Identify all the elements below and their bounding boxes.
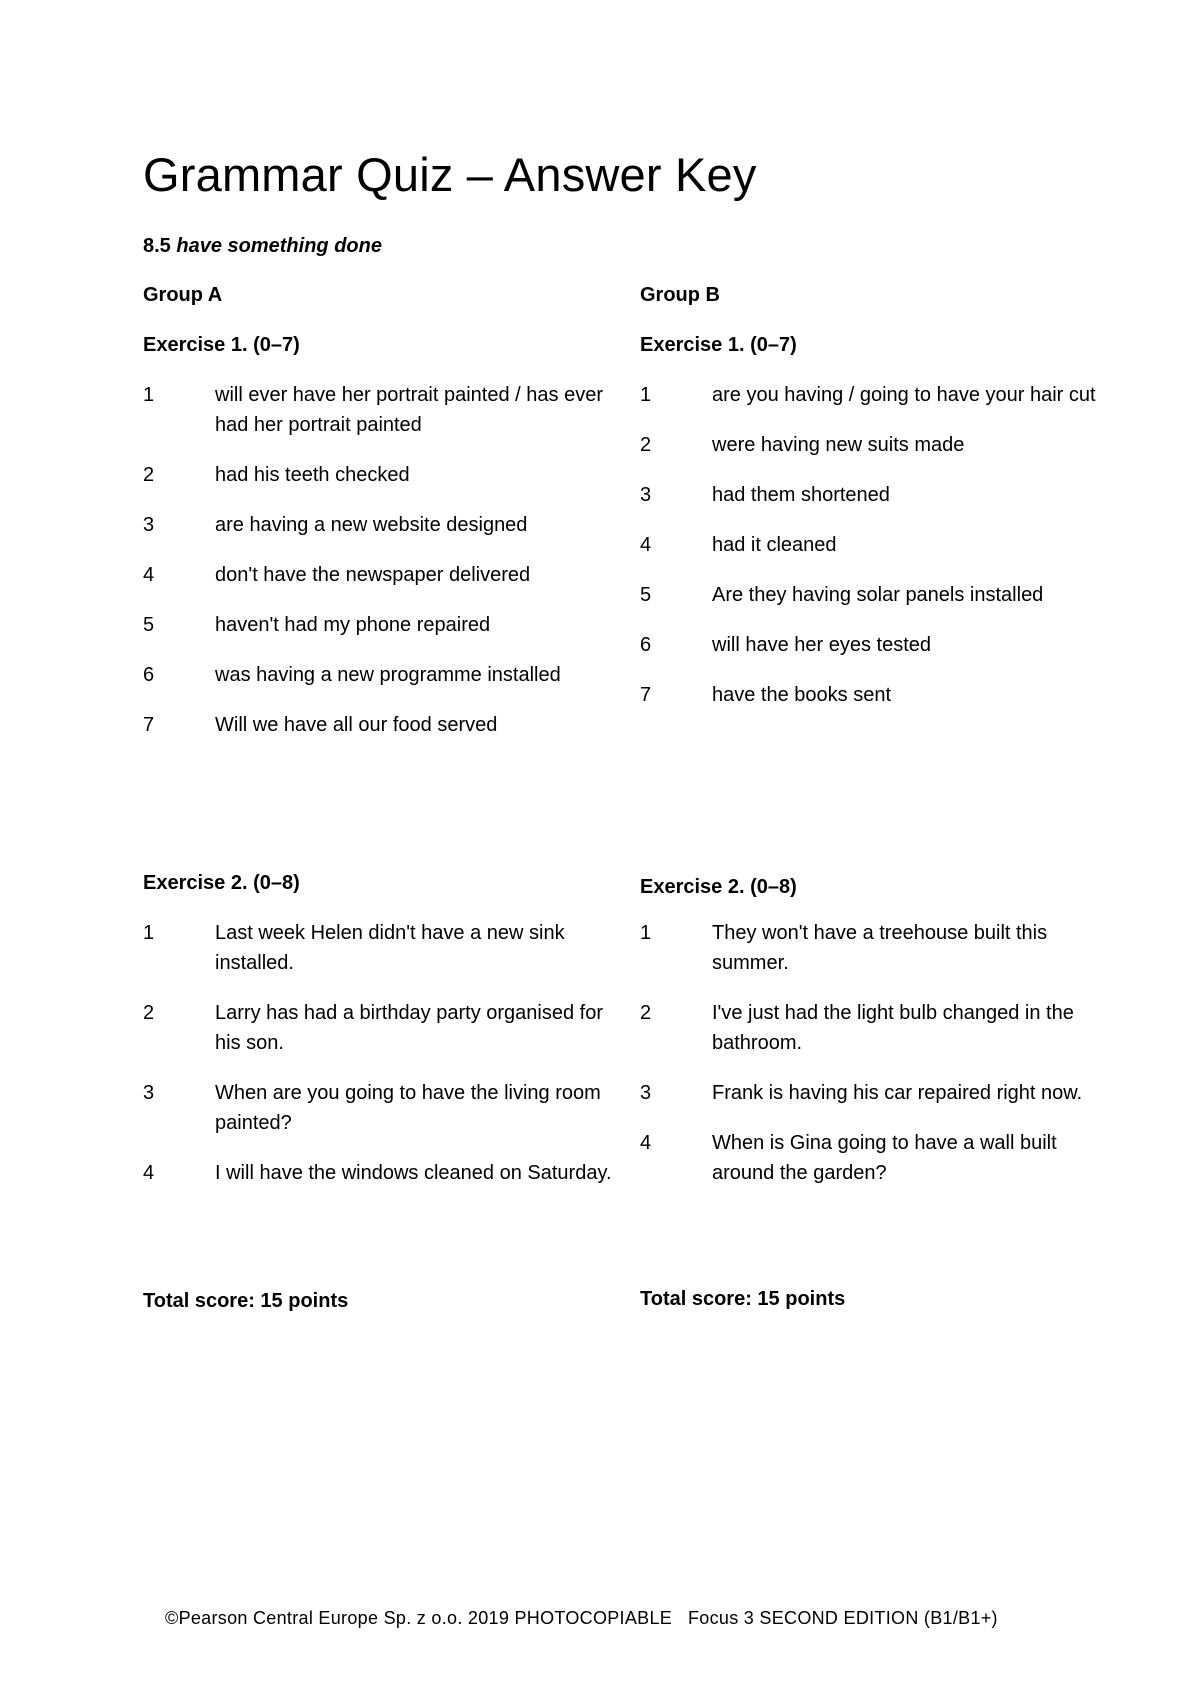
group-a-exercise1-heading: Exercise 1. (0–7) bbox=[143, 334, 300, 356]
item-number: 5 bbox=[640, 584, 652, 606]
item-answer: Larry has had a birthday party organised for his son. bbox=[215, 1002, 603, 1054]
item-answer: Frank is having his car repaired right now. bbox=[712, 1082, 1083, 1104]
group-b-ex1-item-2 bbox=[640, 430, 1110, 460]
group-b-heading: Group B bbox=[640, 284, 720, 306]
item-number: 6 bbox=[143, 664, 155, 686]
section-topic: have something done bbox=[176, 235, 382, 257]
page-title: Grammar Quiz – Answer Key bbox=[143, 148, 757, 201]
group-a-total-score: Total score: 15 points bbox=[143, 1290, 349, 1312]
group-b-ex1-item-6 bbox=[640, 630, 1110, 660]
item-answer: Will we have all our food served bbox=[215, 714, 498, 736]
group-a-ex1-item-3 bbox=[143, 510, 613, 540]
group-a-ex2-item-4 bbox=[143, 1158, 613, 1188]
item-number: 2 bbox=[143, 1002, 155, 1024]
group-b-total-score: Total score: 15 points bbox=[640, 1288, 846, 1310]
group-a-ex1-item-1 bbox=[143, 380, 613, 440]
item-number: 5 bbox=[143, 614, 155, 636]
group-a-ex1-item-6 bbox=[143, 660, 613, 690]
group-b-exercise2-heading: Exercise 2. (0–8) bbox=[640, 876, 797, 898]
item-answer: are having a new website designed bbox=[215, 514, 528, 536]
group-a-ex2-item-3 bbox=[143, 1078, 613, 1138]
item-number: 4 bbox=[640, 534, 652, 556]
item-answer: I will have the windows cleaned on Saturday. bbox=[215, 1162, 612, 1184]
item-number: 3 bbox=[640, 1082, 652, 1104]
item-number: 2 bbox=[640, 434, 652, 456]
group-b-exercise2-list bbox=[640, 918, 1110, 1208]
item-answer: are you having / going to have your hair cut bbox=[712, 384, 1096, 406]
group-a-ex1-item-7 bbox=[143, 710, 613, 740]
item-answer: Are they having solar panels installed bbox=[712, 584, 1044, 606]
group-a-heading: Group A bbox=[143, 284, 223, 306]
group-a-ex1-item-4 bbox=[143, 560, 613, 590]
group-b-column bbox=[640, 0, 1110, 1696]
group-b-ex1-item-1 bbox=[640, 380, 1110, 410]
item-answer: haven't had my phone repaired bbox=[215, 614, 491, 636]
item-answer: was having a new programme installed bbox=[215, 664, 561, 686]
group-b-ex1-item-7 bbox=[640, 680, 1110, 710]
item-number: 2 bbox=[143, 464, 155, 486]
group-a-ex1-item-5 bbox=[143, 610, 613, 640]
item-number: 3 bbox=[143, 1082, 155, 1104]
item-number: 4 bbox=[143, 1162, 155, 1184]
section-number: 8.5 bbox=[143, 235, 171, 257]
item-number: 4 bbox=[143, 564, 155, 586]
group-b-ex2-item-2 bbox=[640, 998, 1110, 1058]
group-b-exercise1-list bbox=[640, 380, 1110, 730]
item-number: 7 bbox=[640, 684, 652, 706]
item-number: 1 bbox=[640, 922, 652, 944]
item-answer: will ever have her portrait painted / has ever had her portrait painted bbox=[215, 384, 603, 436]
item-answer: had his teeth checked bbox=[215, 464, 410, 486]
group-b-ex1-item-4 bbox=[640, 530, 1110, 560]
group-a-column bbox=[143, 0, 613, 1696]
item-number: 6 bbox=[640, 634, 652, 656]
item-number: 2 bbox=[640, 1002, 652, 1024]
group-a-exercise2-heading: Exercise 2. (0–8) bbox=[143, 872, 300, 894]
item-number: 1 bbox=[143, 384, 155, 406]
group-a-exercise2-list bbox=[143, 918, 613, 1208]
group-b-exercise1-heading: Exercise 1. (0–7) bbox=[640, 334, 797, 356]
item-number: 4 bbox=[640, 1132, 652, 1154]
item-answer: I've just had the light bulb changed in the bathroom. bbox=[712, 1002, 1074, 1054]
group-a-exercise1-list bbox=[143, 380, 613, 760]
item-answer: have the books sent bbox=[712, 684, 892, 706]
item-answer: had it cleaned bbox=[712, 534, 837, 556]
item-number: 3 bbox=[640, 484, 652, 506]
item-answer: When are you going to have the living room painted? bbox=[215, 1082, 601, 1134]
group-a-ex2-item-1 bbox=[143, 918, 613, 978]
item-answer: When is Gina going to have a wall built around the garden? bbox=[712, 1132, 1057, 1184]
item-number: 7 bbox=[143, 714, 155, 736]
group-b-ex1-item-3 bbox=[640, 480, 1110, 510]
group-b-ex1-item-5 bbox=[640, 580, 1110, 610]
footer-text: ©Pearson Central Europe Sp. z o.o. 2019 PHOTOCOPIABLE Focus 3 SECOND EDITION (B1/B1+) bbox=[165, 1608, 998, 1628]
group-b-ex2-item-1 bbox=[640, 918, 1110, 978]
item-answer: had them shortened bbox=[712, 484, 890, 506]
group-b-ex2-item-3 bbox=[640, 1078, 1110, 1108]
group-b-ex2-item-4 bbox=[640, 1128, 1110, 1188]
item-number: 1 bbox=[640, 384, 652, 406]
item-number: 3 bbox=[143, 514, 155, 536]
item-answer: Last week Helen didn't have a new sink installed. bbox=[215, 922, 565, 974]
item-answer: They won't have a treehouse built this summer. bbox=[712, 922, 1048, 974]
item-answer: were having new suits made bbox=[712, 434, 965, 456]
item-answer: don't have the newspaper delivered bbox=[215, 564, 531, 586]
item-answer: will have her eyes tested bbox=[712, 634, 932, 656]
item-number: 1 bbox=[143, 922, 155, 944]
group-a-ex2-item-2 bbox=[143, 998, 613, 1058]
group-a-ex1-item-2 bbox=[143, 460, 613, 490]
